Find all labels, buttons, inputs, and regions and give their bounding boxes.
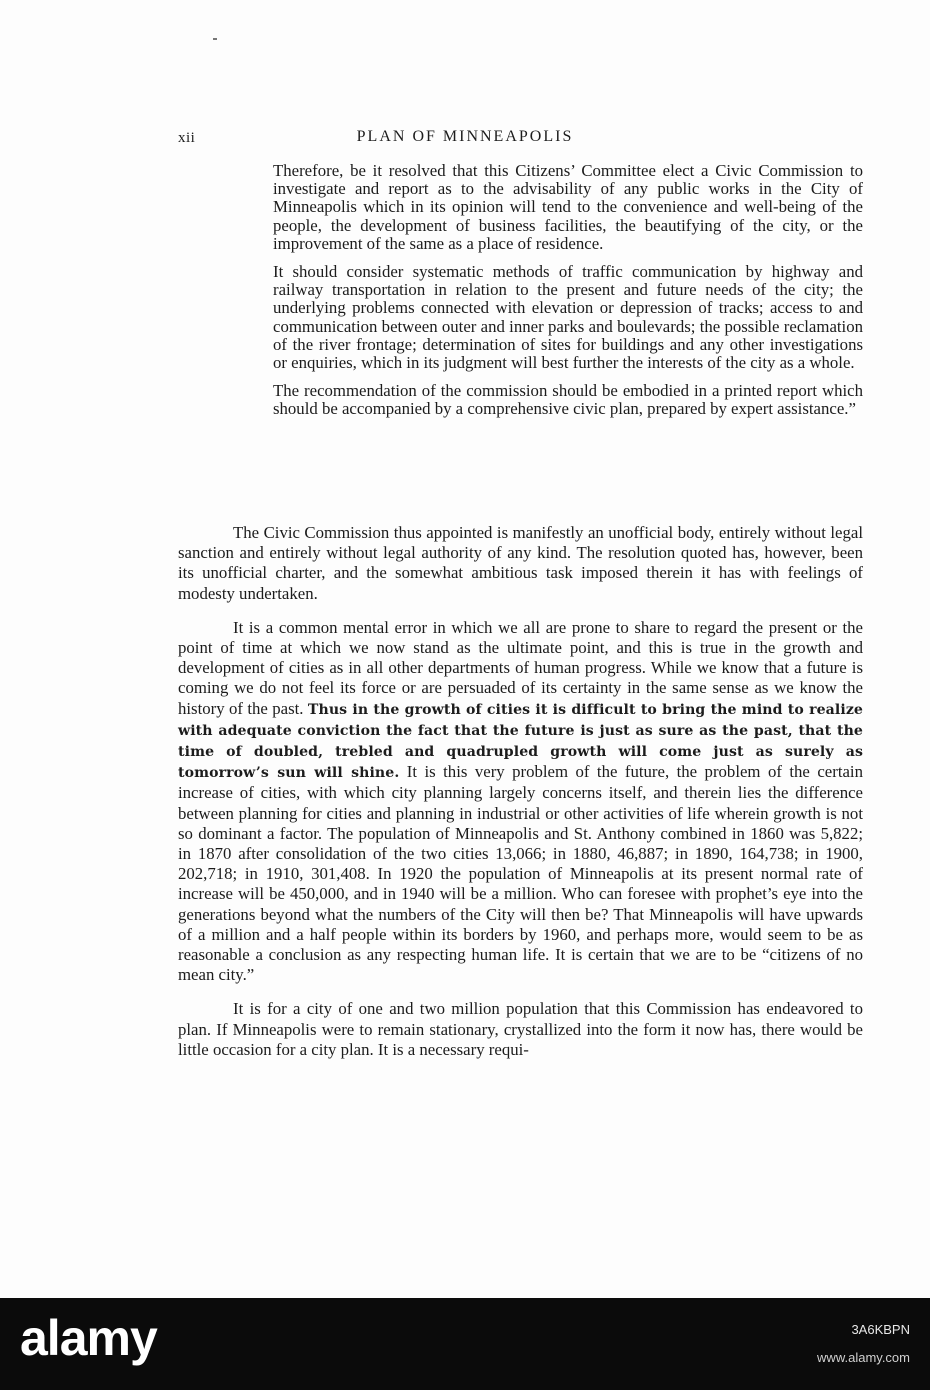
quote-paragraph-3: The recommendation of the commission should be embodied in a printed report which should be accompanied by a comprehensive civic plan, prepared by expert assistance.”: [273, 381, 863, 419]
body-paragraph-2: [178, 618, 863, 986]
image-id: 3A6KBPN: [851, 1322, 910, 1337]
quote-paragraph-1: Therefore, be it resolved that this Citizens’ Committee elect a Civic Commission to investigate and report as to the advisability of any public works in the City of Minneapolis which in its opinion will tend to the convenience and well-being of the people, the development of business facilities, the beautifying of the city, or the improvement of the same as a place of residence.: [273, 161, 863, 253]
running-title: PLAN OF MINNEAPOLIS: [356, 128, 574, 145]
body-paragraph-3: It is for a city of one and two million population that this Commission has endeavored to plan. If Minneapolis were to remain stationary, crystallized into the form it now has, there would be little occasion for a city plan. It is a necessary requi-: [178, 999, 863, 1059]
page-number: xii: [178, 130, 196, 146]
body-paragraph-2-emphasis: Thus in the growth of cities it is difficult to bring the mind to realize with adequate conviction the fact that the future is just as sure as the past, that the time of doubled, trebled and quadrupled growth will come just as surely as tomorrow’s sun will shine.: [178, 701, 863, 782]
site-url: www.alamy.com: [817, 1350, 910, 1365]
scan-speck: [213, 38, 217, 40]
body-paragraph-1: The Civic Commission thus appointed is manifestly an unofficial body, entirely without legal sanction and entirely without legal authority of any kind. The resolution quoted has, however, been its unofficial charter, and the somewhat ambitious task imposed therein it has with feelings of modesty undertaken.: [178, 523, 863, 603]
quoted-resolution: [273, 162, 863, 429]
body-paragraph-2-rest: It is this very problem of the future, the problem of the certain increase of cities, with which city planning largely concerns itself, and therein lies the difference between planning for cities and planning in industrial or other activities of life wherein growth is not so dominant a factor. The population of Minneapolis and St. Anthony combined in 1860 was 5,822; in 1870 after consolidation of the two cities 13,066; in 1880, 46,887; in 1890, 164,738; in 1900, 202,718; in 1910, 301,408. In 1920 the population of Minneapolis at its present normal rate of increase will be 450,000, and in 1940 will be a million. Who can foresee with prophet’s eye into the generations beyond what the numbers of the City will then be? That Minneapolis will have upwards of a million and a half people within its borders by 1960, and perhaps more, would seem to be as reasonable a conclusion as any respecting human life. It is certain that we are to be “citizens of no mean city.”: [178, 762, 863, 985]
stock-watermark-bar: [0, 1298, 930, 1390]
alamy-logo: alamy: [20, 1310, 157, 1366]
body-paragraph-2-lead: It is a common mental error in which we all are prone to share to regard the present or the point of time at which we now stand as the ultimate point, and this is true in the growth and development of cities as in all other departments of human progress. While we know that a future is coming we do not feel its force or are persuaded of its certainty in the same sense as we know the history of the past.: [178, 617, 863, 718]
body-text: [178, 523, 863, 1074]
quote-paragraph-2: It should consider systematic methods of traffic communication by highway and railway transportation in relation to the present and future needs of the city; the underlying problems connected with elevation or depression of tracks; access to and communication between outer and inner parks and boulevards; the possible reclamation of the river frontage; determination of sites for buildings and any other investigations or enquiries, which in its judgment will best further the interests of the city as a whole.: [273, 262, 863, 373]
